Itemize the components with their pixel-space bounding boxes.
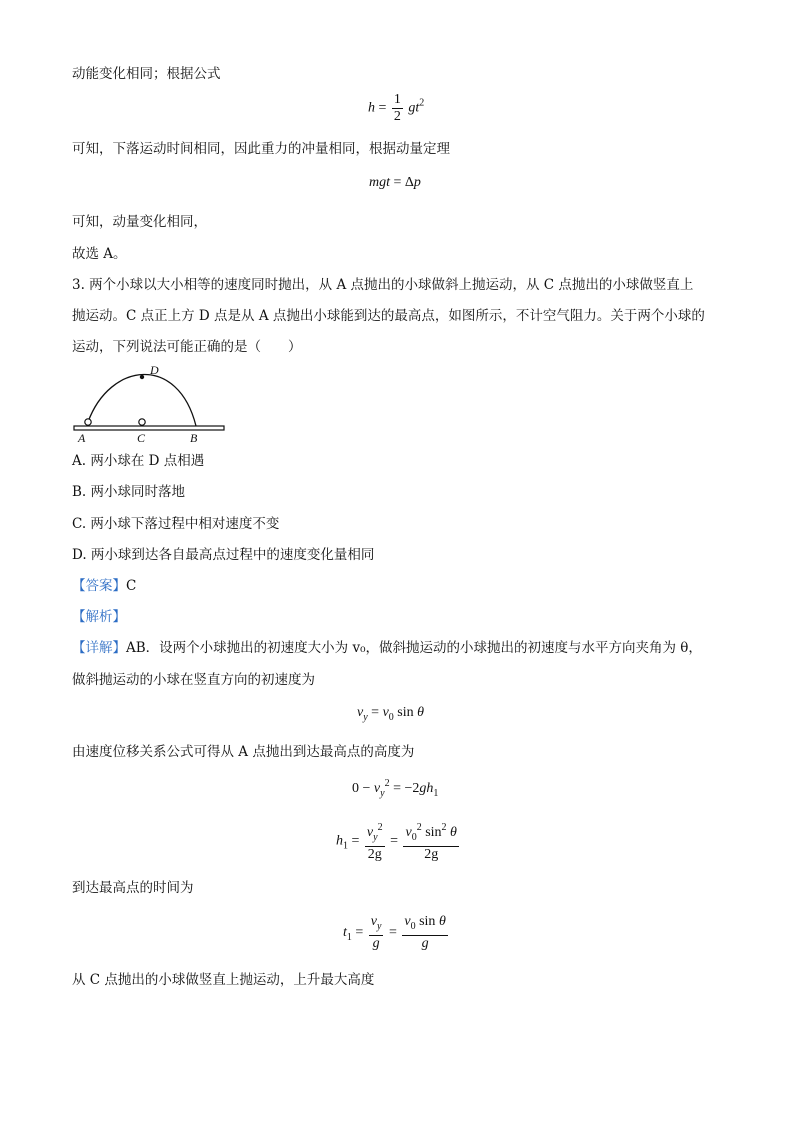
point-D xyxy=(140,375,144,379)
text-line: 到达最高点的时间为 xyxy=(72,880,194,896)
label-D: D xyxy=(150,363,159,377)
question-3-line-2: 抛运动。C 点正上方 D 点是从 A 点抛出小球能到达的最高点，如图所示，不计空气阻力。关于两个小球的 xyxy=(72,308,705,324)
ground-plate xyxy=(74,426,224,430)
option-b: B. 两小球同时落地 xyxy=(72,484,186,500)
answer-line xyxy=(72,576,136,596)
text-line: 可知，动量变化相同， xyxy=(72,214,207,230)
label-A: A xyxy=(78,431,86,445)
label-C: C xyxy=(137,431,146,445)
answer-value: C xyxy=(126,578,137,594)
detail-text: AB．设两个小球抛出的初速度大小为 v₀，做斜抛运动的小球抛出的初速度与水平方向夹角为 θ， xyxy=(126,640,702,656)
analysis-tag: 【解析】 xyxy=(72,609,126,625)
equation-h-formula: h = $\frac{1}{2}$ $gt^2$ xyxy=(368,92,425,124)
label-B: B xyxy=(190,431,198,445)
question-3-line-3: 运动，下列说法可能正确的是（ ） xyxy=(72,339,302,355)
option-a: A. 两小球在 D 点相遇 xyxy=(72,453,205,469)
equation-vy: $v_y = v_0$ sin θ xyxy=(357,705,425,723)
text-line: 可知，下落运动时间相同，因此重力的冲量相同，根据动量定理 xyxy=(72,141,450,157)
ball-at-A xyxy=(85,419,91,425)
detail-line-1 xyxy=(72,638,702,658)
text-line: 故选 A。 xyxy=(72,246,127,262)
detail-tag: 【详解】 xyxy=(72,640,126,656)
detail-line-2: 做斜抛运动的小球在竖直方向的初速度为 xyxy=(72,672,315,688)
equation-momentum: mgt = Δp xyxy=(369,175,421,190)
ball-at-C xyxy=(139,419,145,425)
text-line: 动能变化相同；根据公式 xyxy=(72,66,221,82)
equation-h1: $h_1$ = $\frac{v_y^2}{2g}$ = $\frac{v_0^2 \sin^2 \theta}{2g}$ xyxy=(336,822,457,862)
question-3-line-1: 3. 两个小球以大小相等的速度同时抛出，从 A 点抛出的小球做斜上抛运动，从 C 点抛出的小球做竖直上 xyxy=(72,277,694,293)
option-d: D. 两小球到达各自最高点过程中的速度变化量相同 xyxy=(72,547,375,563)
projectile-figure xyxy=(70,360,230,446)
analysis-line xyxy=(72,607,126,627)
text-line: 从 C 点抛出的小球做竖直上抛运动，上升最大高度 xyxy=(72,972,375,988)
equation-t1: $t_1$ = $\frac{v_y}{g}$ = $\frac{v_0 \sin \theta}{g}$ xyxy=(343,914,446,951)
option-c: C. 两小球下落过程中相对速度不变 xyxy=(72,516,280,532)
text-line: 由速度位移关系公式可得从 A 点抛出到达最高点的高度为 xyxy=(72,744,415,760)
answer-tag: 【答案】 xyxy=(72,578,126,594)
equation-velocity-displacement: $0 - v_y^2 = -2gh_1$ xyxy=(352,778,439,799)
